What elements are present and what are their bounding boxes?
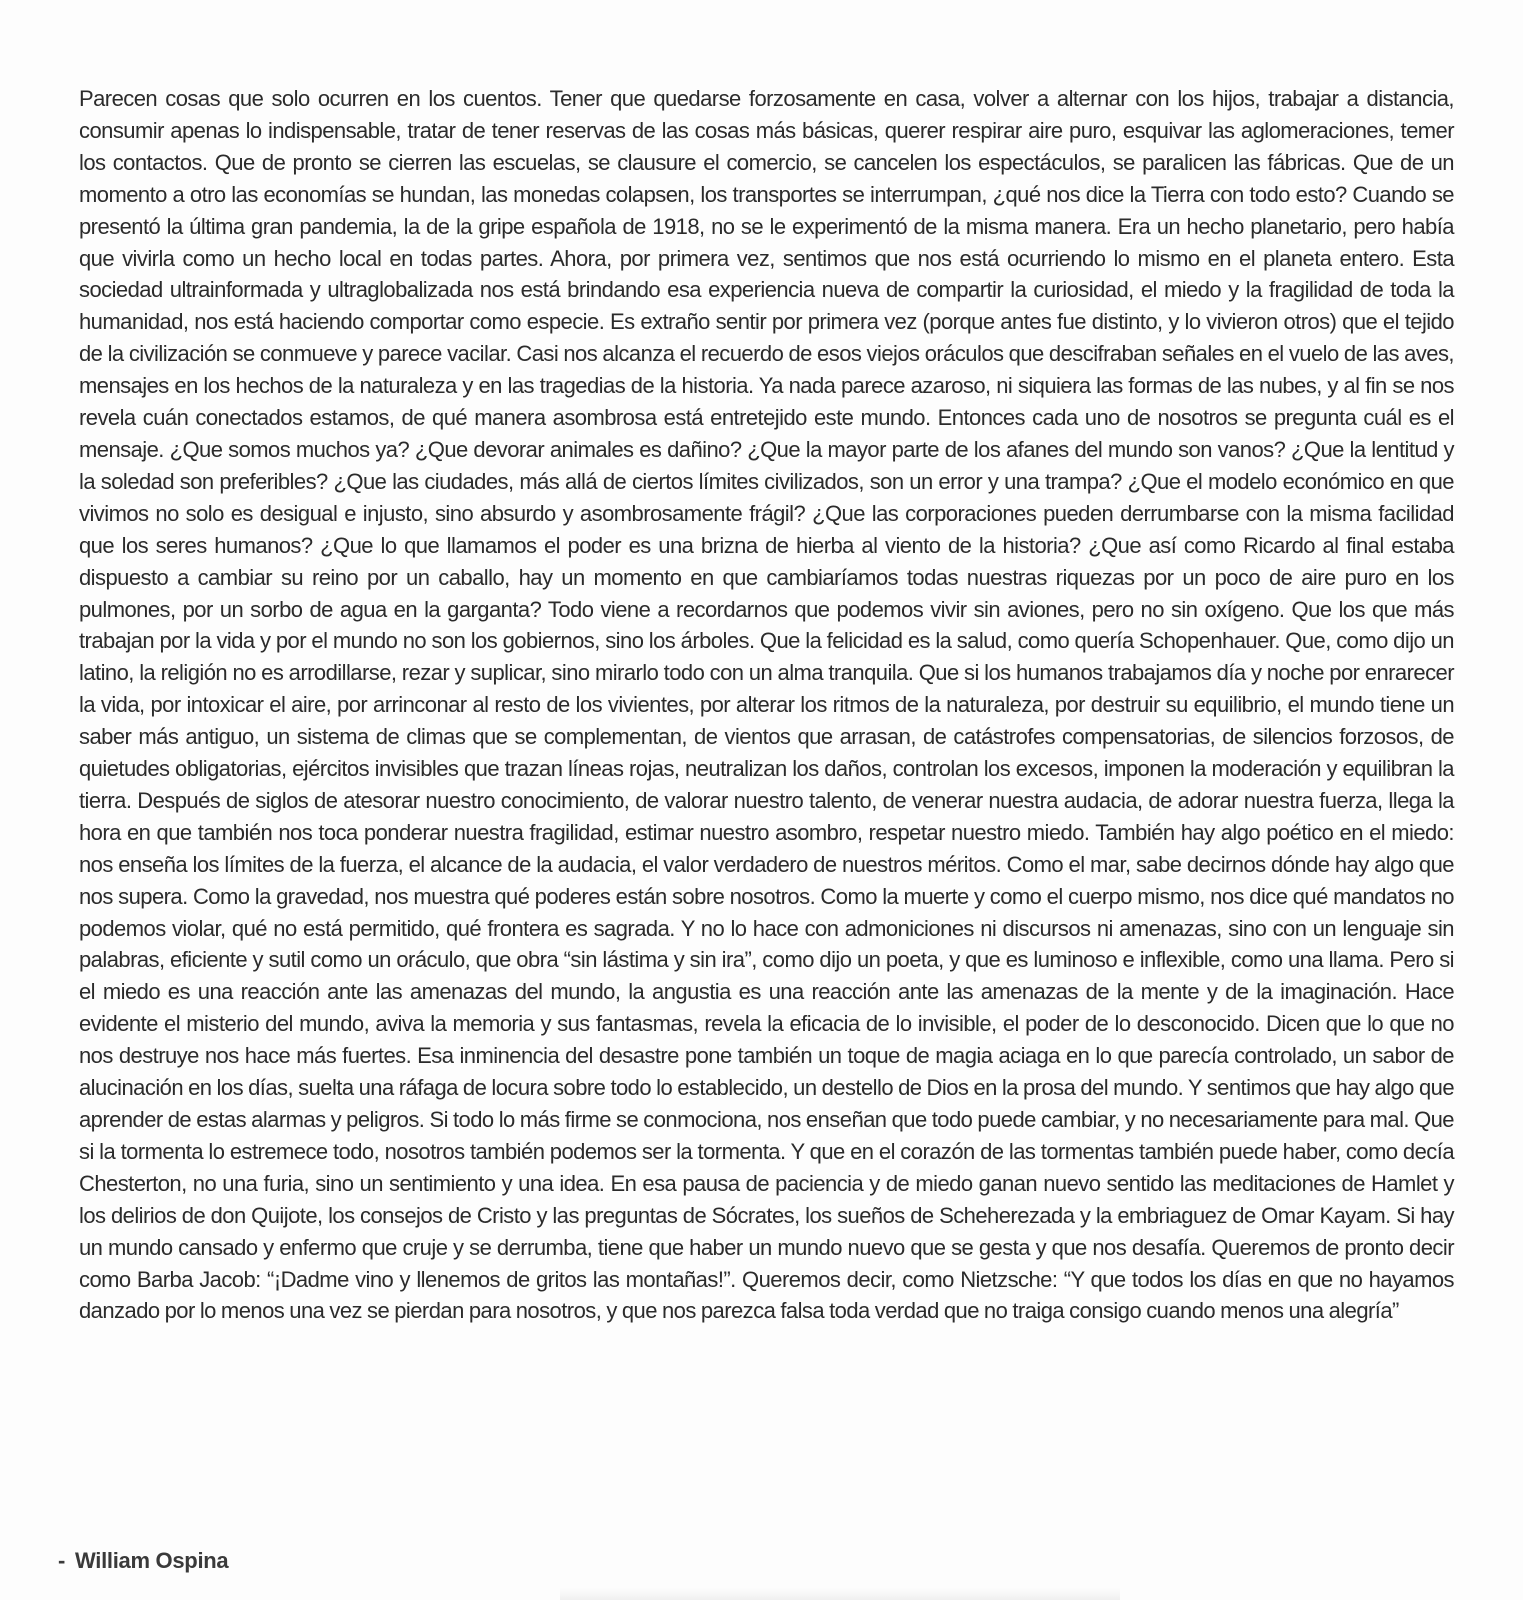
essay-body-text: Parecen cosas que solo ocurren en los cuentos. Tener que quedarse forzosamente en casa, volver a alternar con los hijos, trabajar a distancia, consumir apenas lo indispensable, tratar de tener reservas de las cosas más básicas, querer respirar aire puro, esquivar las aglomeraciones, temer los contactos. Que de pronto se cierren las escuelas, se clausure el comercio, se cancelen los espectáculos, se paralicen las fábricas. Que de un momento a otro las economías se hundan, las monedas colapsen, los transportes se interrumpan, ¿qué nos dice la Tierra con todo esto? Cuando se presentó la última gran pandemia, la de la gripe española de 1918, no se le experimentó de la misma manera. Era un hecho planetario, pero había que vivirla como un hecho local en todas partes. Ahora, por primera vez, sentimos que nos está ocurriendo lo mismo en el planeta entero. Esta sociedad ultrainformada y ultraglobalizada nos está brindando esa experiencia nueva de compartir la curiosidad, el miedo y la fragilidad de toda la humanidad, nos está haciendo comportar como especie. Es extraño sentir por primera vez (porque antes fue distinto, y lo vivieron otros) que el tejido de la civilización se conmueve y parece vacilar. Casi nos alcanza el recuerdo de esos viejos oráculos que descifraban señales en el vuelo de las aves, mensajes en los hechos de la naturaleza y en las tragedias de la historia. Ya nada parece azaroso, ni siquiera las formas de las nubes, y al fin se nos revela cuán conectados estamos, de qué manera asombrosa está entretejido este mundo. Entonces cada uno de nosotros se pregunta cuál es el mensaje. ¿Que somos muchos ya? ¿Que devorar animales es dañino? ¿Que la mayor parte de los afanes del mundo son vanos? ¿Que la lentitud y la soledad son preferibles? ¿Que las ciudades, más allá de ciertos límites civilizados, son un error y una trampa? ¿Que el modelo económico en que vivimos no solo es desigual e injusto, sino absurdo y asombrosamente frágil? ¿Que las corporaciones pueden derrumbarse con la misma facilidad que los seres humanos? ¿Que lo que llamamos el poder es una brizna de hierba al viento de la historia? ¿Que así como Ricardo al final estaba dispuesto a cambiar su reino por un caballo, hay un momento en que cambiaríamos todas nuestras riquezas por un poco de aire puro en los pulmones, por un sorbo de agua en la garganta? Todo viene a recordarnos que podemos vivir sin aviones, pero no sin oxígeno. Que los que más trabajan por la vida y por el mundo no son los gobiernos, sino los árboles. Que la felicidad es la salud, como quería Schopenhauer. Que, como dijo un latino, la religión no es arrodillarse, rezar y suplicar, sino mirarlo todo con un alma tranquila. Que si los humanos trabajamos día y noche por enrarecer la vida, por intoxicar el aire, por arrinconar al resto de los vivientes, por alterar los ritmos de la naturaleza, por destruir su equilibrio, el mundo tiene un saber más antiguo, un sistema de climas que se complementan, de vientos que arrasan, de catástrofes compensatorias, de silencios forzosos, de quietudes obligatorias, ejércitos invisibles que trazan líneas rojas, neutralizan los daños, controlan los excesos, imponen la moderación y equilibran la tierra. Después de siglos de atesorar nuestro conocimiento, de valorar nuestro talento, de venerar nuestra audacia, de adorar nuestra fuerza, llega la hora en que también nos toca ponderar nuestra fragilidad, estimar nuestro asombro, respetar nuestro miedo. También hay algo poético en el miedo: nos enseña los límites de la fuerza, el alcance de la audacia, el valor verdadero de nuestros méritos. Como el mar, sabe decirnos dónde hay algo que nos supera. Como la gravedad, nos muestra qué poderes están sobre nosotros. Como la muerte y como el cuerpo mismo, nos dice qué mandatos no podemos violar, qué no está permitido, qué frontera es sagrada. Y no lo hace con admoniciones ni discursos ni amenazas, sino con un lenguaje sin palabras, eficiente y sutil como un oráculo, que obra “sin lástima y sin ira”, como dijo un poeta, y que es luminoso e inflexible, como una llama. Pero si el miedo es una reacción ante las amenazas del mundo, la angustia es una reacción ante las amenazas de la mente y de la imaginación. Hace evidente el misterio del mundo, aviva la memoria y sus fantasmas, revela la eficacia de lo invisible, el poder de lo desconocido. Dicen que lo que no nos destruye nos hace más fuertes. Esa inminencia del desastre pone también un toque de magia aciaga en lo que parecía controlado, un sabor de alucinación en los días, suelta una ráfaga de locura sobre todo lo establecido, un destello de Dios en la prosa del mundo. Y sentimos que hay algo que aprender de estas alarmas y peligros. Si todo lo más firme se conmociona, nos enseñan que todo puede cambiar, y no necesariamente para mal. Que si la tormenta lo estremece todo, nosotros también podemos ser la tormenta. Y que en el corazón de las tormentas también puede haber, como decía Chesterton, no una furia, sino un sentimiento y una idea. En esa pausa de paciencia y de miedo ganan nuevo sentido las meditaciones de Hamlet y los delirios de don Quijote, los consejos de Cristo y las preguntas de Sócrates, los sueños de Scheherezada y la embriaguez de Omar Kayam. Si hay un mundo cansado y enfermo que cruje y se derrumba, tiene que haber un mundo nuevo que se gesta y que nos desafía. Queremos de pronto decir como Barba Jacob: “¡Dadme vino y llenemos de gritos las montañas!”. Queremos decir, como Nietzsche: “Y que todos los días en que no hayamos danzado por lo menos una vez se pierdan para nosotros, y que nos parezca falsa toda verdad que no traiga consigo cuando menos una alegría” [79, 86, 1454, 1324]
scan-bleed-shadow [560, 1588, 1120, 1600]
signature-dash: - [58, 1548, 66, 1573]
author-name: William Ospina [75, 1548, 229, 1573]
author-signature [58, 1548, 228, 1574]
